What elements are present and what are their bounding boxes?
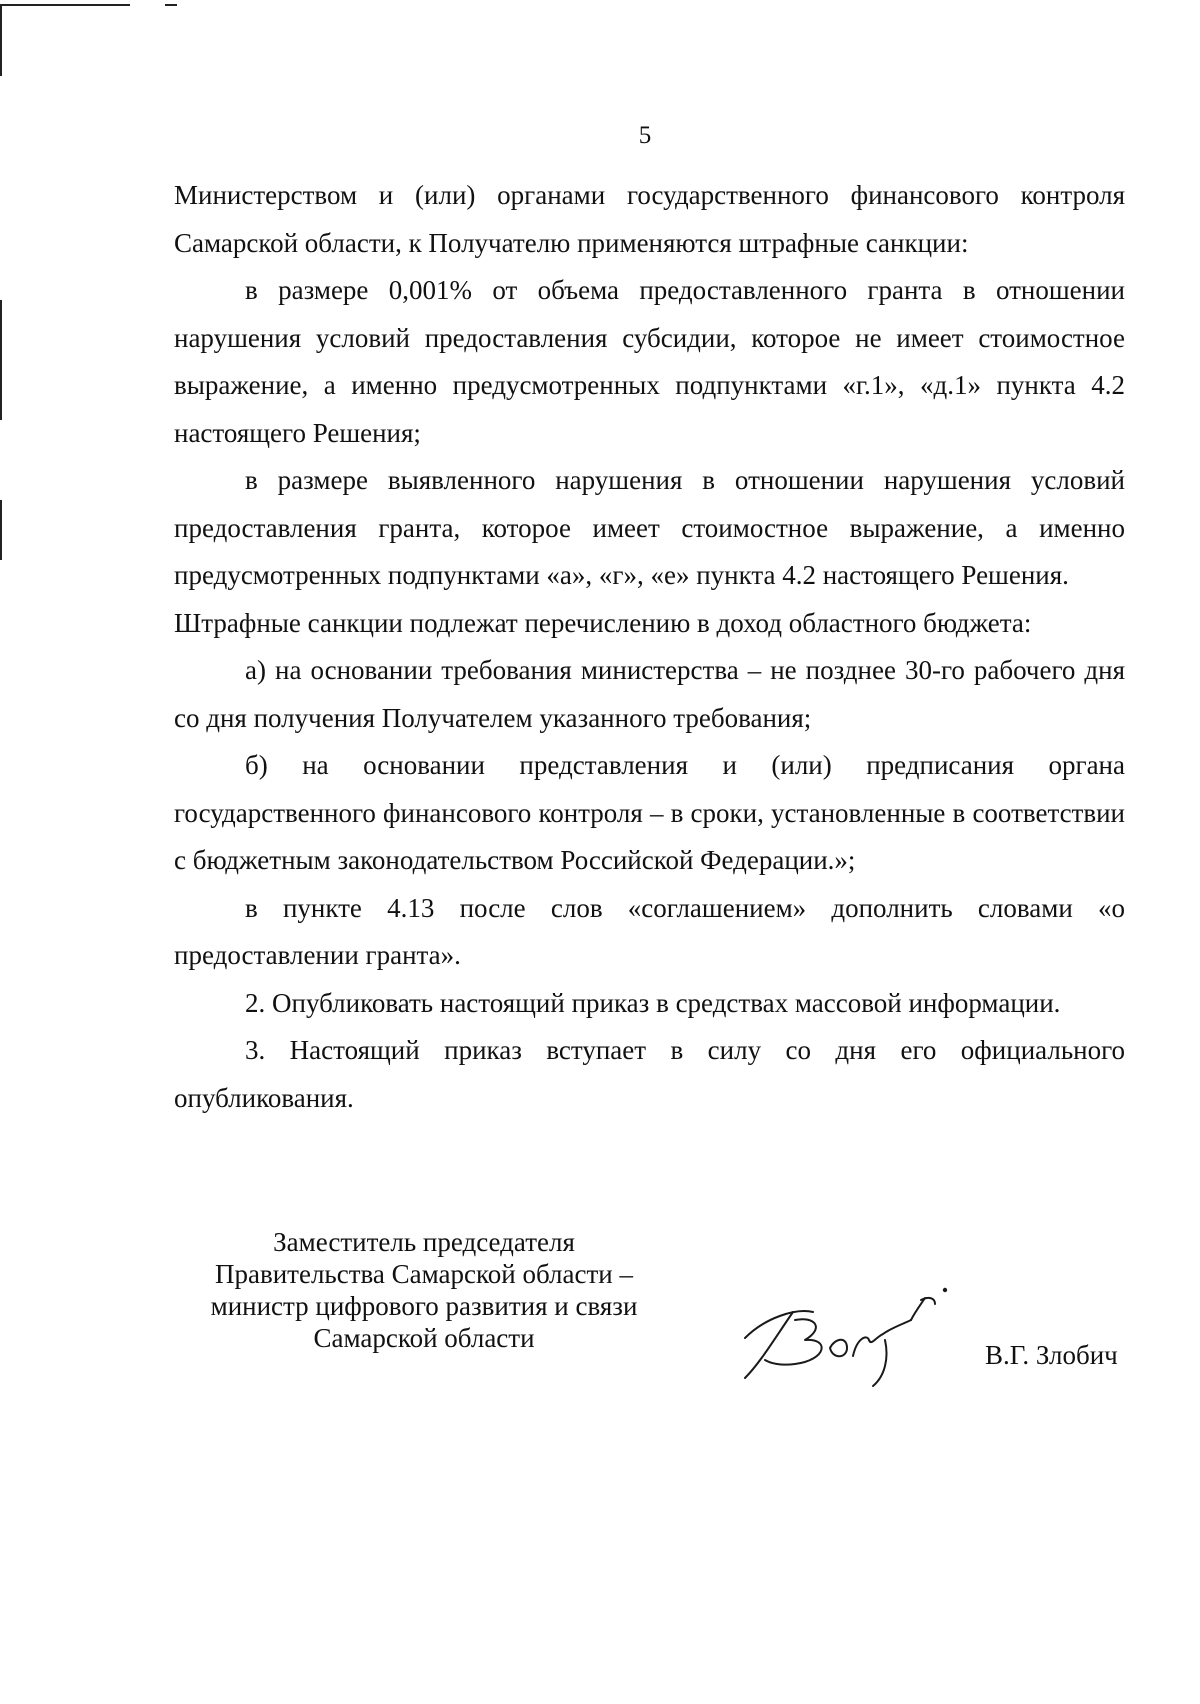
scan-edge-left-line-3	[0, 500, 2, 560]
position-line: министр цифрового развития и связи	[210, 1291, 638, 1321]
signatory-position	[174, 1226, 674, 1354]
page-number: 5	[638, 122, 652, 149]
handwritten-signature	[735, 1268, 955, 1388]
document-body	[174, 172, 1125, 1122]
scan-edge-top-dash	[165, 4, 177, 6]
scan-edge-top-line	[0, 4, 130, 6]
signer-name: В.Г. Злобич	[985, 1340, 1118, 1370]
paragraph-clause-4-13: в пункте 4.13 после слов «соглашением» дополнить словами «о предоставлении гранта».	[174, 892, 1125, 970]
paragraph-penalty-monetary: в размере выявленного нарушения в отношении нарушения условий предоставления гранта, которое имеет стоимостное выражение, а именно предусмотренных подпунктами «а», «г», «е» пункта 4.2 настоящего Решения.	[174, 465, 1125, 590]
paragraph-effective: 3. Настоящий приказ вступает в силу со дня его официального опубликования.	[174, 1035, 1125, 1113]
scan-edge-left-line	[0, 4, 2, 76]
paragraph-publish: 2. Опубликовать настоящий приказ в средствах массовой информации.	[245, 987, 1061, 1018]
paragraph-penalty-transfer: Штрафные санкции подлежат перечислению в доход областного бюджета:	[174, 607, 1032, 638]
scan-edge-left-line-2	[0, 300, 2, 420]
position-line: Правительства Самарской области –	[215, 1259, 633, 1289]
paragraph-item-a: а) на основании требования министерства – не позднее 30-го рабочего дня со дня получения Получателем указанного требования;	[174, 655, 1125, 733]
paragraph-item-b: б) на основании представления и (или) предписания органа государственного финансового контроля – в сроки, установленные в соответствии с бюджетным законодательством Российской Федерации.»;	[174, 750, 1125, 875]
paragraph-continuation: Министерством и (или) органами государственного финансового контроля Самарской области, к Получателю применяются штрафные санкции:	[174, 180, 1125, 258]
paragraph-penalty-non-monetary: в размере 0,001% от объема предоставленного гранта в отношении нарушения условий предоставления субсидии, которое не имеет стоимостное выражение, а именно предусмотренных подпунктами «г.1», «д.1» пункта 4.2 настоящего Решения;	[174, 275, 1125, 448]
position-line: Заместитель председателя	[273, 1227, 575, 1257]
position-line: Самарской области	[313, 1323, 535, 1353]
